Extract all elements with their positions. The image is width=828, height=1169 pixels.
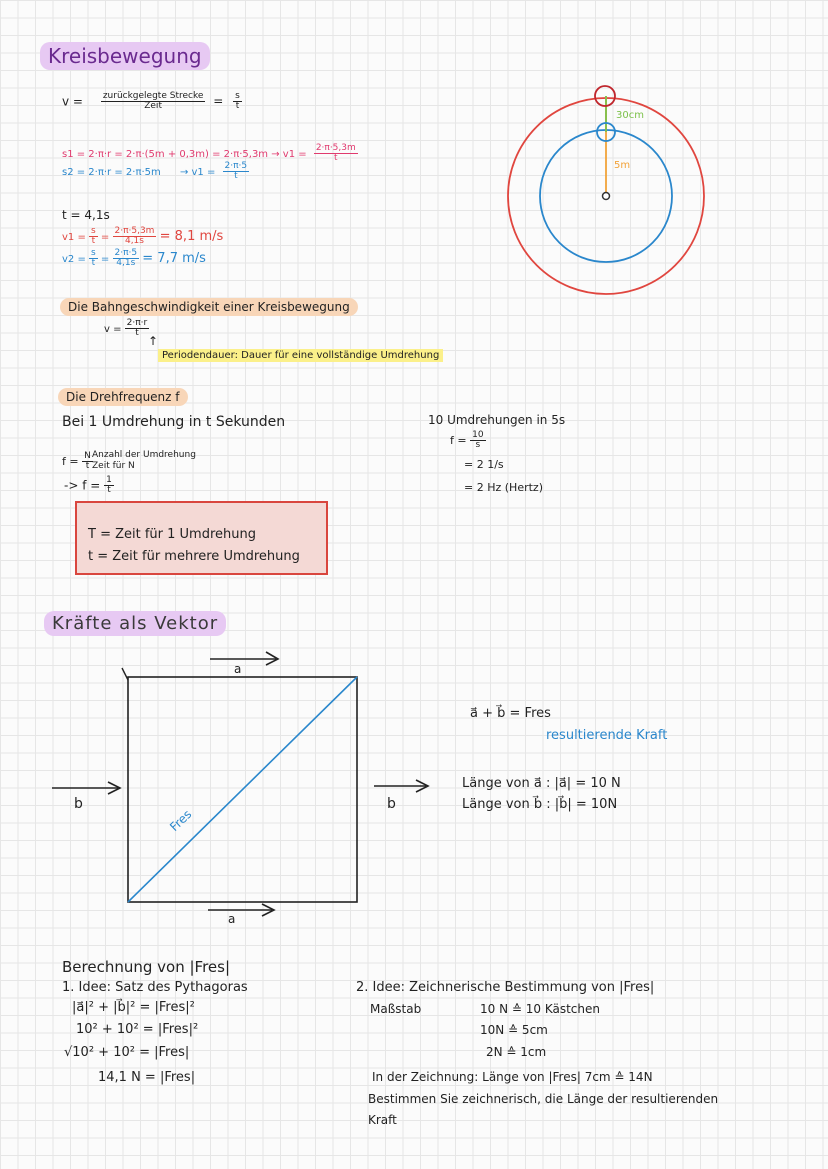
label-fres: Fres [167,807,195,835]
pythagoras-line-1: |a⃗|² + |b⃗|² = |Fres|² [72,1000,195,1015]
v2-calc: v2 = $\frac{s}{t}$ = $\frac{2\cdot\pi\cdot 5}{4,1s}$ = 7,7 m/s [62,248,206,269]
fres-diagonal [128,677,357,902]
s1-line: s1 = 2·π·r = 2·π·(5m + 0,3m) = 2·π·5,3m → v1 = $\frac{2\cdot\pi\cdot 5,3m}{t}$ [62,143,356,164]
massstab-2: 10N ≙ 5cm [480,1023,548,1037]
vector-sum: a⃗ + b⃗ = Fres [470,706,551,721]
zeichnung-line-2: Bestimmen Sie zeichnerisch, die Länge der resultierenden [368,1092,719,1106]
resultierende-kraft: resultierende Kraft [546,728,668,743]
label-5m: 5m [614,160,631,171]
example-f: f = $\frac{10}{s}$ [450,430,484,451]
f-formula: f = $\frac{N}{t}$ [62,451,91,472]
zeichnung-line-3: Kraft [368,1113,397,1127]
v-formula: v = $\frac{\text{zurückgelegte Strecke}}{\text{Zeit}}$ = $\frac{s}{t}$ [62,91,240,112]
massstab-1: 10 N ≙ 10 Kästchen [480,1002,600,1016]
pythagoras-line-2: 10² + 10² = |Fres|² [76,1022,199,1037]
box-line-1: T = Zeit für 1 Umdrehung [88,527,256,542]
box-line-2: t = Zeit für mehrere Umdrehung [88,549,300,564]
title-kreisbewegung: Kreisbewegung [40,42,210,70]
label-b-right: b [387,796,396,812]
f-note-zeit: Zeit für N [92,461,135,471]
idee-1: 1. Idee: Satz des Pythagoras [62,980,248,995]
v1-calc: v1 = $\frac{s}{t}$ = $\frac{2\cdot\pi\cdot 5,3m}{4,1s}$ = 8,1 m/s [62,226,224,247]
up-arrow: ↑ [148,334,159,348]
pythagoras-line-3: √10² + 10² = |Fres| [64,1045,190,1060]
bahn-formula: v = $\frac{2\cdot\pi\cdot r}{t}$ [104,318,148,339]
periodendauer-note: Periodendauer: Dauer für eine vollständige Umdrehung [158,349,443,362]
label-30cm: 30cm [616,110,644,121]
example-line3: = 2 Hz (Hertz) [464,481,543,494]
label-b-left: b [74,796,83,812]
example-title: 10 Umdrehungen in 5s [428,413,566,427]
title-kraefte-als-vektor: Kräfte als Vektor [44,611,226,636]
length-b: Länge von b⃗ : |b⃗| = 10N [462,797,618,812]
heading-drehfrequenz: Die Drehfrequenz f [58,388,188,406]
label-a-bottom: a [228,912,236,926]
t-value: t = 4,1s [62,208,110,222]
drehfrequenz-sub: Bei 1 Umdrehung in t Sekunden [62,414,286,430]
s2-line: s2 = 2·π·r = 2·π·5m → v1 = $\frac{2\cdot\pi\cdot 5}{t}$ [62,161,248,182]
pythagoras-result: 14,1 N = |Fres| [98,1070,196,1085]
f-note-anzahl: Anzahl der Umdrehung [92,450,196,460]
f-result: -> f = $\frac{1}{t}$ [64,475,112,496]
idee-2: 2. Idee: Zeichnerische Bestimmung von |Fres| [356,980,655,995]
heading-berechnung: Berechnung von |Fres| [62,958,231,976]
zeichnung-line-1: In der Zeichnung: Länge von |Fres| 7cm ≙ 14N [372,1070,653,1084]
heading-bahngeschwindigkeit: Die Bahngeschwindigkeit einer Kreisbewegung [60,298,358,316]
length-a: Länge von a⃗ : |a⃗| = 10 N [462,776,621,791]
example-line2: = 2 1/s [464,458,504,471]
label-a-top: a [234,662,242,676]
massstab-3: 2N ≙ 1cm [486,1045,547,1059]
massstab-label: Maßstab [370,1002,422,1016]
